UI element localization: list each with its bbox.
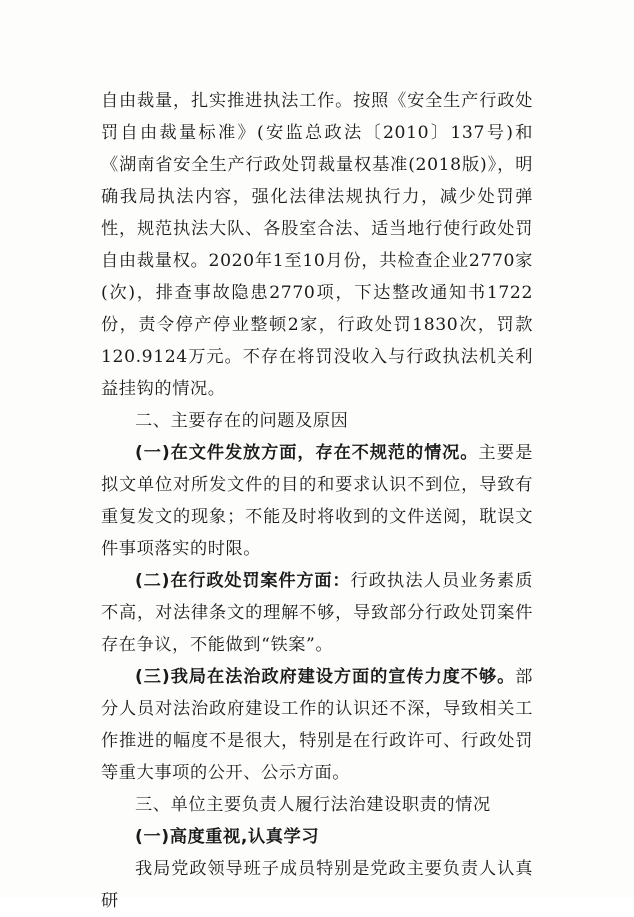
subheading-document-issue: (一)在文件发放方面，存在不规范的情况。	[135, 443, 479, 463]
subheading-attention-study: (一)高度重视,认真学习	[135, 827, 320, 847]
section-heading-problems: 二、主要存在的问题及原因	[135, 411, 349, 431]
subheading-penalty-cases: (二)在行政处罚案件方面：	[135, 571, 351, 591]
paragraph-leadership: 我局党政领导班子成员特别是党政主要负责人认真研	[101, 859, 533, 911]
text-publicity: 部分人员对法治政府建设工作的认识还不深，导致相关工作推进的幅度不是很大，特别是在行政许可、行政处罚等重大事项的公开、公示方面。	[101, 667, 533, 783]
text-penalty-cases: 行政执法人员业务素质不高，对法律条文的理解不够，导致部分行政处罚案件存在争议，不能做到“铁案”。	[101, 571, 533, 655]
section-heading-responsibilities: 三、单位主要负责人履行法治建设职责的情况	[135, 795, 491, 815]
document-body	[101, 85, 533, 917]
paragraph-enforcement: 自由裁量，扎实推进执法工作。按照《安全生产行政处罚自由裁量标准》(安监总政法〔2010〕137号)和《湖南省安全生产行政处罚裁量权基准(2018版)》，明确我局执法内容，强化法律法规执行力，减少处罚弹性，规范执法大队、各股室合法、适当地行使行政处罚自由裁量权。2020年1至10月份，共检查企业2770家(次)，排查事故隐患2770项，下达整改通知书1722份，责令停产停业整顿2家，行政处罚1830次，罚款120.9124万元。不存在将罚没收入与行政执法机关利益挂钩的情况。	[101, 91, 533, 399]
paragraph-penalty-cases	[101, 565, 533, 661]
subheading-publicity: (三)我局在法治政府建设方面的宣传力度不够。	[135, 667, 516, 687]
paragraph-publicity	[101, 661, 533, 789]
paragraph-document-issue	[101, 437, 533, 565]
text-document-issue: 主要是拟文单位对所发文件的目的和要求认识不到位，导致有重复发文的现象；不能及时将收到的文件送阅，耽误文件事项落实的时限。	[101, 443, 533, 559]
